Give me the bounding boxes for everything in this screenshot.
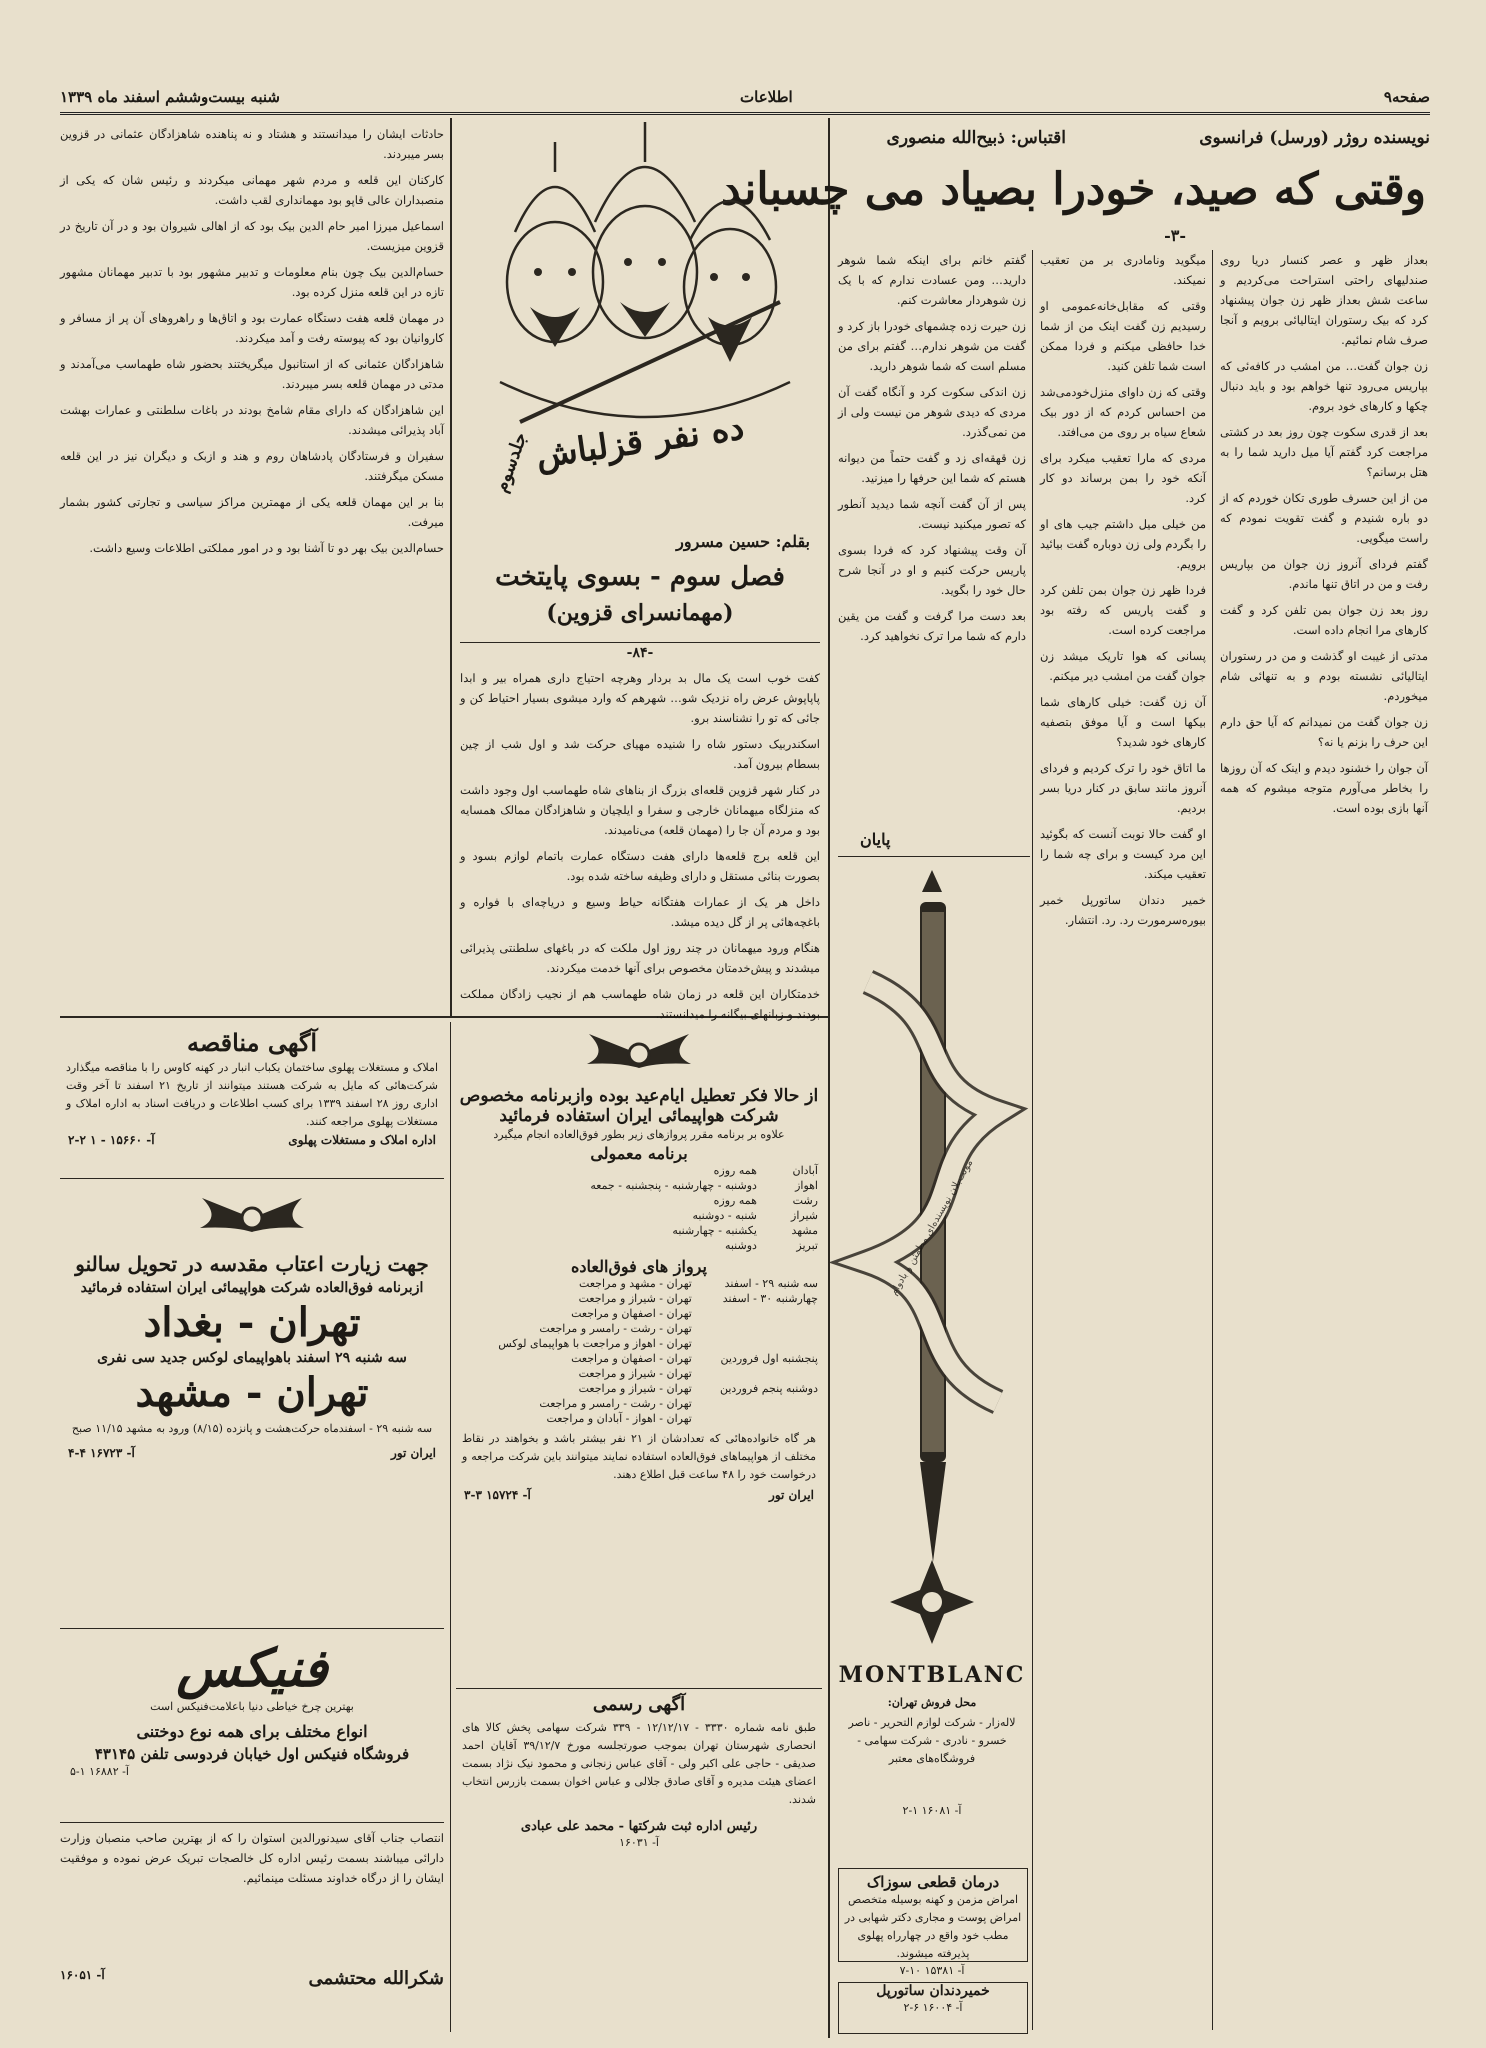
schedule-route: تهران - اهواز - آبادان و مراجعت [546, 1412, 692, 1425]
schedule-row [456, 1238, 822, 1253]
left-story-body: حادثات ایشان را میدانستند و هشتاد و نه پناهنده شاهزادگان عثمانی در قزوین بسر میبردند. کارکنان این قلعه و مردم شهر مهمانی میکردند و رئیس شان که یکی از منصبداران عالی قاپو بود مهمانداری لقب داشت. اسماعیل میرزا امیر حام الدین بیک بود که از اهالی شیروان بود و در آن تاریخ در قزوین میزیست. حسام‌الدین بیک چون بنام معلومات و تدبیر مشهور بود با تدبیر مهمانان مشهور تازه در این قلعه منزل کرده بود. در مهمان قلعه هفت دستگاه عمارت بود و اتاق‌ها و راهروهای آن پر از مسافر و کاروانیان بود که پیوسته رفت و آمد میکردند. شاهزادگان عثمانی که از استانبول میگریختند بحضور شاه طهماسب می‌آمدند و مدتی در مهمان قلعه بسر میبردند. این شاهزادگان که دارای مقام شامخ بودند در باغات سلطنتی و عمارات بهشت آباد پذیرائی میشدند. سفیران و فرستادگان پادشاهان روم و هند و ازبک و دیگران نیز در این قلعه مسکن میگرفتند. بنا بر این مهمان قلعه یکی از مهمترین مراکز سیاسی و تجارتی کشور بشمار میرفت. حسام‌الدین بیک بهر دو تا آشنا بود و در امور مملکتی اطلاعات وسیع داشت. [60, 127, 444, 555]
thanks-notice: انتصاب جناب آقای سید‌نورالدین استوان را که از بهترین صاحب منصبان وزارت دارائی میباشند بسمت رئیس اداره کل خالصجات تبریک عرض نموده و موفقیت ایشان را از درگاه خداوند مسئلت مینمائیم. [60, 1831, 444, 1885]
story-right-col2: میگوید ونامادری بر من تعقیب نمیکند. وقتی که مقابل‌خانه‌عمومی او رسیدیم زن گفت اینک من از شما خدا حافظی میکنم و فردا ممکن است شما تلفن کنید. وقتی که زن داوای منزل‌خودمی‌شد من احساس کردم که از دور بیک شعاع سیاه بر روی من می‌افتد. مردی که مارا تعقیب میکرد برای آنکه خود را بمن برساند دو کار کرد. من خیلی میل داشتم جیب های او را بگردم ولی زن دوباره گفت بیائید برویم. فردا ظهر زن جوان بمن تلفن کرد و گفت پاریس که رفته بود مراجعت کرده است. پسانی که هوا تاریک میشد زن جوان گفت من امشب دیر میکنم. آن زن گفت: خیلی کارهای شما بیکها است و آیا موفق بتصفیه کارهای خود شدید؟ ما اتاق خود را ترک کردیم و فردای آنروز مانند سابق در کنار دریا بسر بردیم. او گفت حالا نوبت آنست که بگوئید این مرد کیست و برای چه شما را تعقیب میکند. خمیر دندان ساتورپل خمیر بیوره‌سرمورت رد. رد. انتشار. [1040, 253, 1206, 927]
column-rule [1032, 250, 1033, 2030]
byline: بقلم: حسین مسرور [676, 532, 810, 551]
story-right-col3: گفتم خانم برای اینکه شما شوهر دارید… ومن عسادت ندارم که با یک زن شوهردار معاشرت کنم. زن حیرت زده چشمهای خودرا باز کرد و گفت من شوهر ندارم… گفتم برای من مسلم است که شما شوهر دارید. زن اندکی سکوت کرد و آنگاه گفت آن مردی که دیدی شوهر من نیست ولی از من نمی‌گذرد. زن قهقه‌ای زد و گفت حتماً من دیوانه هستم که شما این حرفها را میزنید. پس از آن گفت آنچه شما دیدید آنطور که تصور میکنید نیست. آن وقت پیشنهاد کرد که فردا بسوی پاریس حرکت کنیم و او در آنجا شرح حال خود را بگوید. بعد دست مرا گرفت و گفت من یقین دارم که شما مرا ترک نخواهید کرد. [838, 253, 1026, 643]
story-author: نویسنده روژر (ورسل) فرانسوی [1199, 128, 1430, 148]
story-title: وقتی که صید، خودرا بصیاد می چسباند [720, 164, 1426, 215]
special-schedule-table [456, 1276, 822, 1426]
schedule-day: رشت [792, 1194, 818, 1207]
story-part: -۳- [1164, 226, 1186, 245]
iran-air-pilgrimage-ad: جهت زیارت اعتاب مقدسه در تحویل سالنو ازبرنامه فوق‌العاده شرکت هواپیمائی ایران استفاده فرمائید تهران - بغداد سه شنبه ۲۹ اسفند باهواپیمای لوکس جدید سی نفری تهران - مشهد سه شنبه ۲۹ - اسفندماه حرکت‌هشت و پانزده (۸/۱۵) ورود به مشهد ۱۱/۱۵ صبح ایران تور آ- ۱۶۷۲۳ ۴-۴ [60, 1184, 444, 1624]
schedule-row [456, 1381, 822, 1396]
montblanc-shops: لاله‌زار - شرکت لوازم التحریر - ناصر خسرو - نادری - شرکت سهامی - فروشگاه‌های معتبر [848, 1716, 1016, 1765]
schedule-row [456, 1291, 822, 1306]
schedule-day [696, 1336, 822, 1351]
montblanc-ref: آ- ۱۶۰۸۱ ۱-۲ [902, 1804, 962, 1817]
schedule-route: همه روزه [713, 1164, 757, 1177]
remedy-ad: درمان قطعی سوزاک امراض مزمن و کهنه بوسیله متخصص امراض پوست و مجاری دکتر شهابی در مطب خود واقع در چهارراه پهلوی پذیرفته میشوند. [838, 1868, 1028, 1962]
schedule-row [456, 1223, 822, 1238]
series-volume: جلدسوم [490, 429, 532, 496]
story-end-rule [838, 856, 1030, 857]
schedule-row [456, 1163, 822, 1178]
column-rule [1212, 250, 1213, 2030]
schedule-row [456, 1396, 822, 1411]
issue-date: شنبه بیست‌وششم اسفند ماه ۱۳۳۹ [60, 88, 280, 106]
winged-logo-icon [579, 1026, 699, 1082]
schedule-route: تهران - اصفهان و مراجعت [571, 1352, 692, 1365]
column-divider-lower [450, 1022, 451, 2032]
schedule-route: تهران - اصفهان و مراجعت [571, 1307, 692, 1320]
masthead-name: اطلاعات [740, 88, 793, 106]
toothpaste-ad: خمیردندان ساتورپل آ- ۱۶۰۰۴ ۶-۲ [838, 1982, 1028, 2034]
schedule-row [456, 1208, 822, 1223]
schedule-row [456, 1321, 822, 1336]
schedule-row [456, 1336, 822, 1351]
schedule-route: یکشنبه - چهارشنبه [672, 1224, 757, 1237]
schedule-day: تبریز [796, 1239, 818, 1252]
montblanc-banner: مونت‌بلان نویسنده‌ای مطمئن و بادوام [888, 1157, 976, 1298]
schedule-row [456, 1178, 822, 1193]
official-notice: آگهی رسمی طبق نامه شماره ۳۳۳۰ - ۱۲/۱۲/۱۷ - ۳۳۹ شرکت سهامی پخش کالا های انحصاری شهرستان تهران بموجب صورتجلسه مورخ ۳۹/۱۲/۷ آقایان احمد صدیقی - حاجی علی اکبر ولی - آقای عباس زنجانی و محمود نیک نژاد بسمت اعضای هیئت مدیره و آقای صادق جلالی و عباس اخوان بسمت بازرس انتخاب شدند. رئیس اداره ثبت شرکتها - محمد علی عبادی آ- ۱۶۰۳۱ [462, 1694, 816, 1849]
chapter-part: -۸۴- [626, 645, 654, 661]
schedule-route: تهران - رشت - رامسر و مراجعت [539, 1322, 692, 1335]
schedule-row [456, 1306, 822, 1321]
schedule-day: پنجشنبه اول فروردین [720, 1352, 818, 1365]
tender-ad: آگهی مناقصه املاک و مستغلات پهلوی ساختمان یکباب انبار در کهنه کاوس را با مناقصه میگذارد شرکت‌هائی که مایل به شرکت هستند میتوانند از تاریخ ۲۱ اسفند تا آخر وقت اداری روز ۲۸ اسفند ۱۳۳۹ برای کسب اطلاعات و دریافت اسناد به اداره املاک و مستغلات پهلوی مراجعه کنند. اداره املاک و مستغلات پهلوی آ- ۱۵۶۶۰ - ۱ ۲-۲ [66, 1028, 438, 1147]
series-banner [460, 122, 820, 643]
story-end-mark: پایان [860, 830, 891, 849]
fountain-pen-illustration [838, 862, 1026, 1662]
schedule-row [456, 1276, 822, 1291]
schedule-day [696, 1396, 822, 1411]
ad-divider [456, 1688, 822, 1689]
schedule-row [456, 1351, 822, 1366]
schedule-day: دوشنبه پنجم فروردین [719, 1382, 818, 1395]
schedule-day: چهارشنبه ۳۰ - اسفند [722, 1292, 818, 1305]
regular-schedule-table [456, 1163, 822, 1253]
column-divider-left [450, 118, 452, 1016]
remedy-ref: آ- ۱۵۳۸۱ ۱۰-۷ [899, 1964, 965, 1977]
schedule-day [696, 1366, 822, 1381]
phoenix-ad: فنیکس بهترین چرخ خیاطی دنیا باعلامت‌فنیکس است انواع مختلف برای همه نوع دوختنی فروشگاه فنیکس اول خیابان فردوسی تلفن ۴۳۱۴۵ آ- ۱۶۸۸۲ ۱-۵ [70, 1638, 410, 1778]
airline-schedule-ad: از حالا فکر تعطیل ایام‌عید بوده وازبرنامه مخصوص شرکت هواپیمائی ایران استفاده فرمائید علاوه بر برنامه مقرر پروازهای زیر بطور فوق‌العاده انجام میگیرد برنامه معمولی آبادان همه روزه اهواز دوشنبه - چهارشنبه - پنجشنبه - جمعه رشت همه روزه شیراز شنبه - دوشنبه مشهد یکشنبه - چهارشنبه تبریز دوشنبه پرواز های فوق‌العاده سه شنبه ۲۹ - اسفند تهران - مشهد و مراجعت چهارشنبه ۳۰ - اسفند تهران - شیراز و مراجعت تهران - اصفهان و مراجعت تهران - رشت - رامسر و مراجعت تهران - اهواز و مراجعت با هواپیمای لوکس پنجشنبه اول فروردین تهران - اصفهان و مراجعت تهران - شیراز و مراجعت دوشنبه پنجم فروردین تهران - شیراز و مراجعت تهران - رشت - رامسر و مراجعت تهران - اهواز - آبادان و مراجعت هر گاه خانواده‌هائی که تعدادشان از ۲۱ نفر بیشتر باشد و بخواهند در نقاط مختلف از هواپیماهای فوق‌العاده استفاده نمایند میتوانند باین شرکت مراجعه و درخواست خود را ۴۸ ساعت قبل اطلاع دهند. ایران تور آ- ۱۵۷۲۴ ۳-۳ [456, 1024, 822, 1684]
schedule-route: تهران - رشت - رامسر و مراجعت [539, 1397, 692, 1410]
ad-divider [60, 1628, 444, 1629]
schedule-day [696, 1411, 822, 1426]
ad-divider [60, 1822, 444, 1823]
schedule-day [696, 1306, 822, 1321]
chapter-subtitle: (مهمانسرای قزوین) [546, 600, 734, 626]
story-right-col1: بعداز ظهر و عصر کنسار دریا روی صندلیهای راحتی استراحت می‌کردیم و ساعت شش بعداز ظهر زن جوان پیشنهاد کرد که بیک رستوران ایتالیائی برویم و آنجا صرف شام نمائیم. زن جوان گفت… من امشب در کافه‌ئی که بپاریس می‌رود تنها خواهم بود و باید دنبال چکها و کارهای خود بروم. بعد از قدری سکوت چون روز بعد در کشتی مراجعت کرد گفتم آیا میل دارید شما را به هتل برسانم؟ من از این حسرف طوری تکان خوردم که از دو باره شنیدم و گفت تقویت نمودم که راست میگویی. گفتم فردای آنروز زن جوان من بپاریس رفت و من در اتاق تنها ماندم. روز بعد زن جوان بمن تلفن کرد و گفت کارهای مرا انجام داده است. مدتی از غیبت او گذشت و من در رستوران ایتالیائی نشسته بودم و به تنهائی شام میخوردم. زن جوان گفت من نمیدانم که آیا حق دارم این حرف را بزنم یا نه؟ آن جوان را خشنود دیدم و اینک که آن روزها را بخاطر می‌آورم متوجه میشوم که همه آنها بازی بوده است. [1220, 253, 1428, 815]
schedule-day: شیراز [791, 1209, 818, 1222]
column-divider-right [828, 118, 830, 2038]
schedule-day: مشهد [791, 1224, 818, 1237]
schedule-route: تهران - شیراز و مراجعت [578, 1367, 692, 1380]
ad-divider [60, 1178, 444, 1179]
middle-story-body: کفت خوب است یک مال بد بردار وهرچه احتیاج داری همراه بیر و ابدا پاپاپوش عرض راه نزدیک شو… شهرهم که وارد میشوی بسیار احتیاط کن و جائی که تو را نشناسند برو. اسکندربیک دستور شاه را شنیده مهیای حرکت شد و اول شب از چین بسطام بیرون آمد. در کنار شهر قزوین قلعه‌ای بزرگ از بناهای شاه طهماسب اول وجود داشت که منزلگاه میهمانان خارجی و سفرا و ایلچیان و شاهزادگان ممالک همسایه بود و مردم آن جا را (مهمان قلعه) می‌نامیدند. این قلعه برج قلعه‌ها دارای هفت دستگاه عمارت باتمام لوازم بسود و بصورت بنائی مستقل و دارای وظیفه ساخته شده بود. داخل هر یک از عمارات هفتگانه حیاط وسیع و دریاچه‌ای با فواره و باغچه‌هائی پر از گل دیده میشد. هنگام ورود میهمانان در چند روز اول ملکت که در باغهای سلطنتی پذیرائی میشدند و پیش‌خدمتان مخصوص برای آنها خدمت میکردند. خدمتکاران این قلعه در زمان شاه طهماسب هم از نجیب زادگان مملکت بودند و زبانهای بیگانه را میدانستند. [460, 671, 820, 1021]
schedule-row [456, 1193, 822, 1208]
schedule-route: دوشنبه - چهارشنبه - پنجشنبه - جمعه [590, 1179, 757, 1192]
winged-logo-icon [192, 1188, 312, 1248]
schedule-route: تهران - شیراز و مراجعت [578, 1382, 692, 1395]
schedule-day: آبادان [792, 1164, 818, 1177]
schedule-row [456, 1411, 822, 1426]
story-translator: اقتباس: ذبیح‌الله منصوری [886, 128, 1066, 148]
schedule-route: تهران - مشهد و مراجعت [579, 1277, 692, 1290]
montblanc-brand: MONTBLANC [838, 1662, 1026, 1688]
schedule-day: اهواز [795, 1179, 818, 1192]
schedule-route: تهران - اهواز و مراجعت با هواپیمای لوکس [498, 1337, 692, 1350]
montblanc-shop-label: محل فروش تهران: [887, 1696, 977, 1709]
schedule-route: همه روزه [713, 1194, 757, 1207]
schedule-route: تهران - شیراز و مراجعت [578, 1292, 692, 1305]
series-title: ده نفر قزلباش [533, 407, 747, 477]
chapter-title: فصل سوم - بسوی پایتخت [495, 562, 785, 592]
page-header [60, 88, 1430, 115]
montblanc-ad [838, 862, 1026, 1862]
schedule-day: سه شنبه ۲۹ - اسفند [724, 1277, 818, 1290]
schedule-route: دوشنبه [724, 1239, 757, 1252]
schedule-row [456, 1366, 822, 1381]
page-number: صفحه۹ [1383, 88, 1430, 106]
schedule-day [696, 1321, 822, 1336]
thanks-footer: شکرالله محتشمی آ- ۱۶۰۵۱ [60, 1968, 444, 1989]
schedule-route: شنبه - دوشنبه [692, 1209, 757, 1222]
